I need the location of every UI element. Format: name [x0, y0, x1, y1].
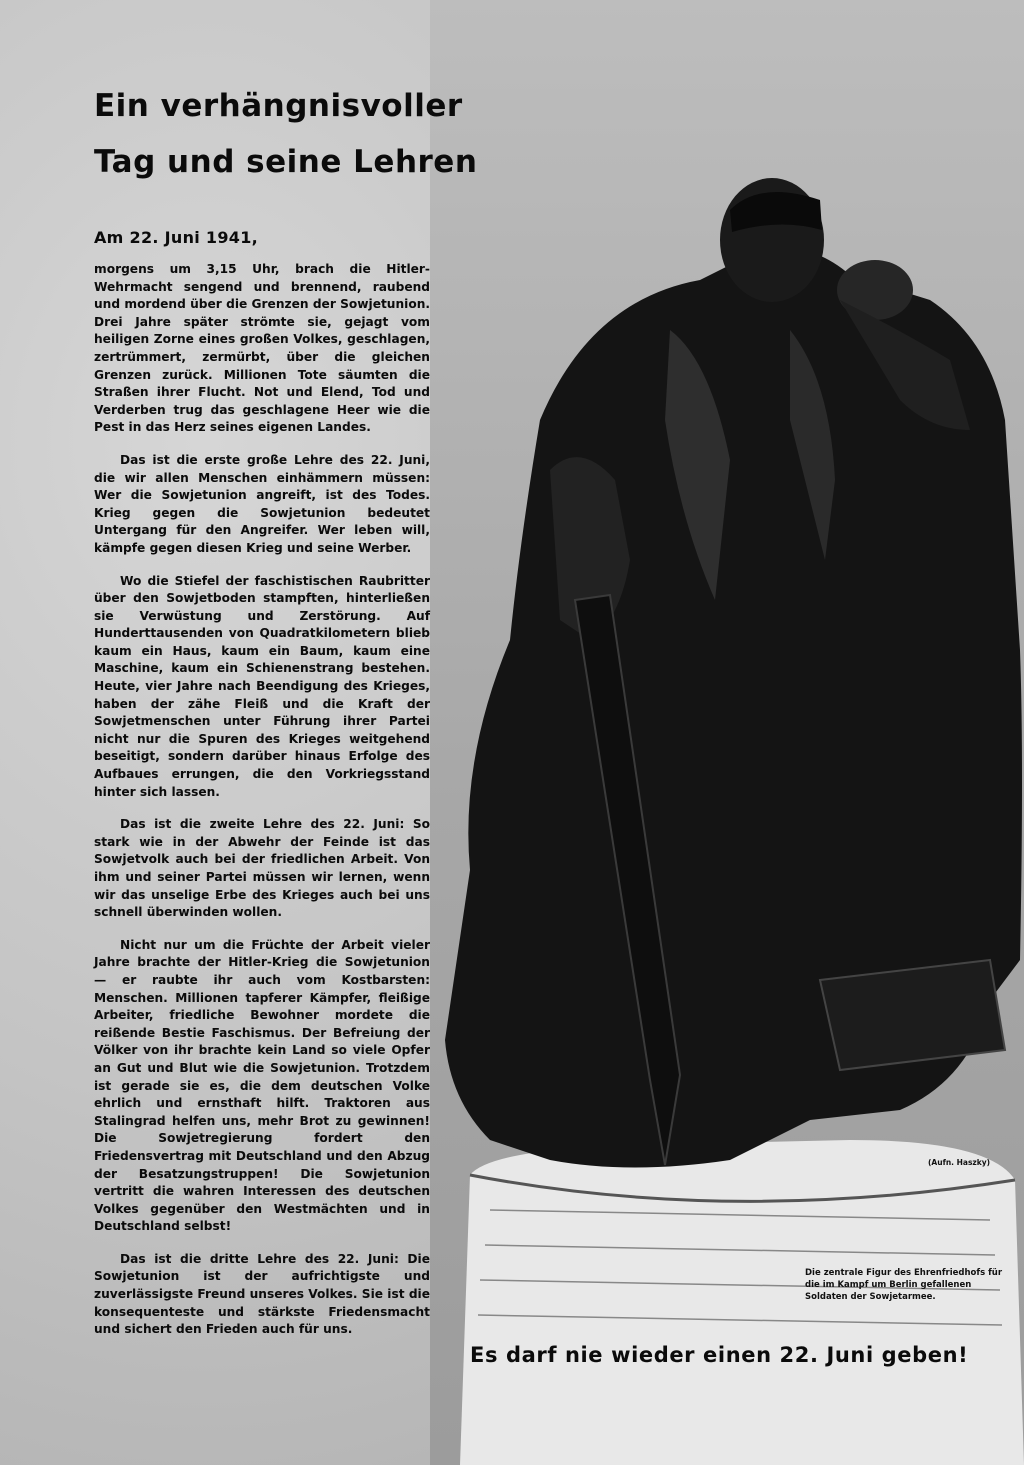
slogan-headline: Es darf nie wieder einen 22. Juni geben! [470, 1343, 969, 1367]
photo-credit: (Aufn. Haszky) [928, 1158, 991, 1167]
paragraph-3: Wo die Stiefel der faschistischen Raubritter über den Sowjetboden stampften, hinterließen sie Verwüstung und Zerstörung. Auf Hunderttausenden von Quadratkilometern blieb kaum ein Haus, kaum ein Baum, kaum eine Maschine, kaum ein Schienenstrang bestehen. Heute, vier Jahre nach Beendigung des Krieges, haben der zähe Fleiß und die Kraft der Sowjetmenschen unter Führung ihrer Partei nicht nur die Spuren des Krieges weitgehend beseitigt, sondern darüber hinaus Erfolge des Aufbaues errungen, die den Vorkriegsstand hinter sich lassen. [94, 573, 430, 799]
paragraph-5: Nicht nur um die Früchte der Arbeit vieler Jahre brachte der Hitler-Krieg die Sowjetunion — er raubte ihr auch vom Kostbarsten: Menschen. Millionen tapferer Kämpfer, fleißige Arbeiter, friedliche Bewohner mordete die reißende Bestie Faschismus. Der Befreiung der Völker von ihr brachte kein Land so viele Opfer an Gut und Blut wie die Sowjetunion. Trotzdem ist gerade sie es, die dem deutschen Volke ehrlich und ernsthaft hilft. Traktoren aus Stalingrad helfen uns, mehr Brot zu gewinnen! Die Sowjetregierung fordert den Friedensvertrag mit Deutschland und den Abzug der Besatzungstruppen! Die Sowjetunion vertritt die wahren Interessen des deutschen Volkes gegenüber den Westmächten und in Deutschland selbst! [94, 937, 430, 1234]
paragraph-4: Das ist die zweite Lehre des 22. Juni: So stark wie in der Abwehr der Feinde ist das Sowjetvolk auch bei der friedlichen Arbeit. Von ihm und seiner Partei müssen wir lernen, wenn wir das unselige Erbe des Krieges auch bei uns schnell überwinden wollen. [94, 817, 430, 920]
paragraph-2: Das ist die erste große Lehre des 22. Juni, die wir allen Menschen einhämmern müssen: Wer die Sowjetunion angreift, ist des Todes. Krieg gegen die Sowjetunion bedeutet Untergang für den Angreifer. Wer leben will, kämpfe gegen diesen Krieg und seine Werber. [94, 452, 430, 555]
paragraph-6: Das ist die dritte Lehre des 22. Juni: Die Sowjetunion ist der aufrichtigste und zuverlässigste Freund unseres Volkes. Sie ist die konsequenteste und stärkste Friedensmacht und sichert den Frieden auch für uns. [94, 1251, 430, 1337]
article-body [94, 261, 430, 1354]
memorial-photo [430, 0, 1024, 1465]
date-line: Am 22. Juni 1941, [94, 228, 259, 247]
photo-caption: Die zentrale Figur des Ehrenfriedhofs für die im Kampf um Berlin gefallenen Soldaten der Sowjetarmee. [805, 1268, 1003, 1302]
paragraph-1: morgens um 3,15 Uhr, brach die Hitler-Wehrmacht sengend und brennend, raubend und mordend über die Grenzen der Sowjetunion. Drei Jahre später strömte sie, gejagt vom heiligen Zorne eines großen Volkes, geschlagen, zertrümmert, zermürbt, über die gleichen Grenzen zurück. Millionen Tote säumten die Straßen ihrer Flucht. Not und Elend, Tod und Verderben trug das geschlagene Heer wie die Pest in das Herz seines eigenen Landes. [94, 262, 430, 435]
article-title: Ein verhängnisvoller Tag und seine Lehren [94, 88, 478, 180]
soldier-statue-image [430, 0, 1024, 1465]
